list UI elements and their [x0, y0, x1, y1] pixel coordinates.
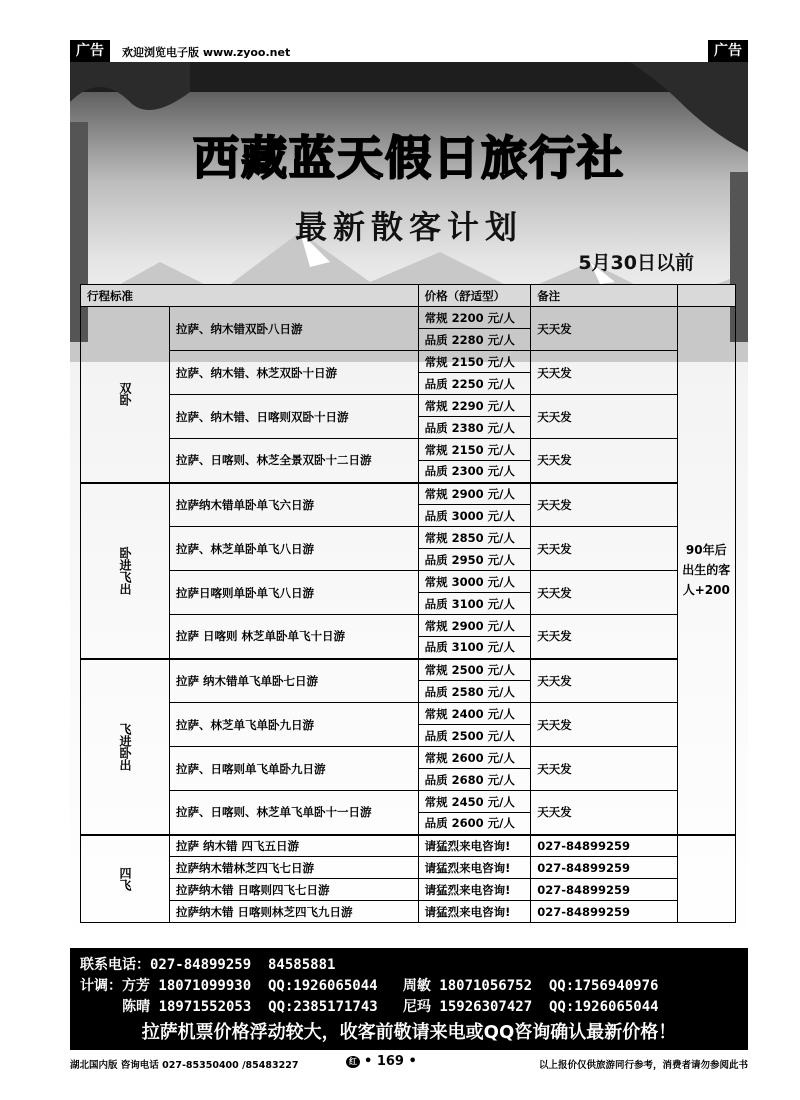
route-cell: 拉萨、日喀则、林芝全景双卧十二日游 — [170, 439, 419, 483]
contact-staff-line-1: 计调：方芳 18071099930 QQ:1926065044 周敏 18071056752 QQ:1756940976 — [80, 978, 659, 994]
page-number-text: • 169 • — [364, 1054, 417, 1069]
route-cell: 拉萨、林芝单卧单飞八日游 — [170, 527, 419, 571]
route-cell: 拉萨 纳木错单飞单卧七日游 — [170, 659, 419, 703]
table-row — [81, 351, 736, 373]
note-cell: 027-84899259 — [531, 879, 677, 901]
table-row — [81, 857, 736, 879]
site-link-text[interactable]: 欢迎浏览电子版 www.zyoo.net — [122, 46, 291, 59]
price-cell: 常规 2150 元/人 — [418, 351, 531, 373]
deadline-text: 5月30日以前 — [578, 252, 694, 274]
price-cell: 品质 2380 元/人 — [418, 417, 531, 439]
price-cell: 常规 2900 元/人 — [418, 483, 531, 505]
price-notice: 拉萨机票价格浮动较大，收客前敬请来电或QQ咨询确认最新价格！ — [141, 1022, 677, 1043]
table-row — [81, 615, 736, 637]
price-cell: 常规 2900 元/人 — [418, 615, 531, 637]
header-extra — [677, 285, 735, 307]
table-row — [81, 703, 736, 725]
contact-staff-line-2: 陈晴 18971552053 QQ:2385171743 尼玛 15926307427 QQ:1926065044 — [80, 999, 659, 1015]
ad-header-strip — [70, 40, 748, 62]
price-cell: 请猛烈来电咨询! — [418, 857, 531, 879]
note-cell: 天天发 — [531, 395, 677, 439]
note-cell: 027-84899259 — [531, 835, 677, 857]
table-row — [81, 835, 736, 857]
price-cell: 常规 2500 元/人 — [418, 659, 531, 681]
price-cell: 品质 3100 元/人 — [418, 593, 531, 615]
note-cell: 天天发 — [531, 439, 677, 483]
agency-title: 西藏蓝天假日旅行社 — [193, 131, 625, 185]
note-cell: 天天发 — [531, 747, 677, 791]
price-cell: 常规 3000 元/人 — [418, 571, 531, 593]
footer-left-text: 湖北国内版 咨询电话 027-85350400 /85483227 — [70, 1060, 299, 1071]
price-cell: 常规 2850 元/人 — [418, 527, 531, 549]
route-cell: 拉萨、纳木错、林芝双卧十日游 — [170, 351, 419, 395]
route-cell: 拉萨纳木错 日喀则林芝四飞九日游 — [170, 901, 419, 923]
table-row — [81, 571, 736, 593]
note-cell: 天天发 — [531, 703, 677, 747]
header-route: 行程标准 — [81, 285, 419, 307]
route-cell: 拉萨、纳木错双卧八日游 — [170, 307, 419, 351]
route-cell: 拉萨、纳木错、日喀则双卧十日游 — [170, 395, 419, 439]
table-row — [81, 901, 736, 923]
table-row — [81, 879, 736, 901]
price-cell: 常规 2290 元/人 — [418, 395, 531, 417]
table-row — [81, 747, 736, 769]
note-cell: 天天发 — [531, 571, 677, 615]
note-cell: 027-84899259 — [531, 857, 677, 879]
route-cell: 拉萨 日喀则 林芝单卧单飞十日游 — [170, 615, 419, 659]
note-cell: 天天发 — [531, 483, 677, 527]
group-label: 飞进卧出 — [81, 659, 170, 835]
page-footer — [70, 1054, 748, 1072]
table-row — [81, 791, 736, 813]
ad-tag-right: 广告 — [708, 40, 748, 62]
price-cell: 品质 2300 元/人 — [418, 461, 531, 483]
route-cell: 拉萨、日喀则、林芝单飞单卧十一日游 — [170, 791, 419, 835]
itinerary-table — [80, 284, 736, 923]
note-cell: 天天发 — [531, 307, 677, 351]
price-cell: 常规 2400 元/人 — [418, 703, 531, 725]
group-label: 卧进飞出 — [81, 483, 170, 659]
note-cell: 天天发 — [531, 791, 677, 835]
price-cell: 品质 2950 元/人 — [418, 549, 531, 571]
route-cell: 拉萨、林芝单飞单卧九日游 — [170, 703, 419, 747]
header-price: 价格（舒适型） — [418, 285, 531, 307]
note-cell: 天天发 — [531, 659, 677, 703]
table-header-row — [81, 285, 736, 307]
price-cell: 品质 2500 元/人 — [418, 725, 531, 747]
price-cell: 常规 2200 元/人 — [418, 307, 531, 329]
route-cell: 拉萨 纳木错 四飞五日游 — [170, 835, 419, 857]
table-row — [81, 527, 736, 549]
contact-phone-line: 联系电话：027-84899259 84585881 — [80, 957, 336, 973]
price-cell: 请猛烈来电咨询! — [418, 901, 531, 923]
price-cell: 常规 2450 元/人 — [418, 791, 531, 813]
price-cell: 品质 2280 元/人 — [418, 329, 531, 351]
table-body — [81, 307, 736, 923]
table-row — [81, 483, 736, 505]
footer-right-text: 以上报价仅供旅游同行参考，消费者请勿参阅此书 — [538, 1060, 748, 1071]
header-note: 备注 — [531, 285, 677, 307]
price-cell: 请猛烈来电咨询! — [418, 835, 531, 857]
contact-block — [70, 948, 748, 1050]
price-cell: 品质 2680 元/人 — [418, 769, 531, 791]
route-cell: 拉萨纳木错 日喀则四飞七日游 — [170, 879, 419, 901]
note-cell: 天天发 — [531, 615, 677, 659]
price-cell: 品质 2600 元/人 — [418, 813, 531, 835]
price-cell: 请猛烈来电咨询! — [418, 879, 531, 901]
group-label: 双卧 — [81, 307, 170, 483]
route-cell: 拉萨日喀则单卧单飞八日游 — [170, 571, 419, 615]
table-row — [81, 439, 736, 461]
price-cell: 品质 2580 元/人 — [418, 681, 531, 703]
table-row — [81, 307, 736, 329]
note-cell: 027-84899259 — [531, 901, 677, 923]
publisher-logo-icon: 红 — [346, 1056, 360, 1068]
age-surcharge-note: 90年后出生的客人+200 — [677, 307, 735, 835]
price-cell: 常规 2600 元/人 — [418, 747, 531, 769]
plan-subtitle: 最新散客计划 — [294, 208, 523, 246]
table-row — [81, 395, 736, 417]
page-number — [346, 1054, 417, 1069]
group-label: 四飞 — [81, 835, 170, 923]
price-cell: 品质 3100 元/人 — [418, 637, 531, 659]
empty-extra-cell — [677, 835, 735, 923]
price-cell: 品质 2250 元/人 — [418, 373, 531, 395]
route-cell: 拉萨、日喀则单飞单卧九日游 — [170, 747, 419, 791]
note-cell: 天天发 — [531, 351, 677, 395]
note-cell: 天天发 — [531, 527, 677, 571]
price-cell: 品质 3000 元/人 — [418, 505, 531, 527]
route-cell: 拉萨纳木错单卧单飞六日游 — [170, 483, 419, 527]
table-row — [81, 659, 736, 681]
ad-tag-left: 广告 — [70, 40, 110, 62]
route-cell: 拉萨纳木错林芝四飞七日游 — [170, 857, 419, 879]
price-cell: 常规 2150 元/人 — [418, 439, 531, 461]
